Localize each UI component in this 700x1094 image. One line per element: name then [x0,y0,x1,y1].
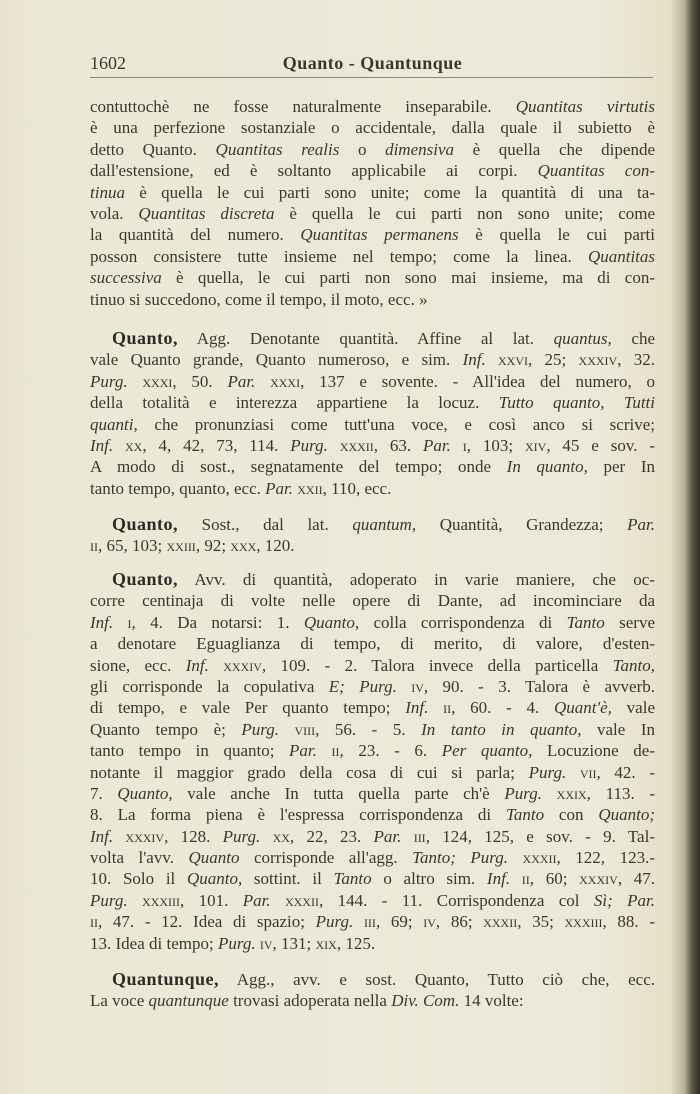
text-line [90,96,655,117]
roman-numeral: xxxi [127,371,173,391]
italic-run: Tutto quanto, Tutti [498,393,656,413]
text-run: 14 volte: [459,991,524,1011]
text-line [90,569,655,590]
text-run: , 56. - 5. [315,719,422,739]
italic-run: Sì; Par. [593,890,656,910]
text-run: di tempo, e vale Per quanto tempo; [90,698,406,718]
text-run: che [611,329,656,348]
text-run: sione, ecc. [90,655,186,675]
text-line [90,911,655,932]
italic-run: Per quanto, [441,741,533,761]
italic-run: Inf. [486,869,511,889]
text-run: , 45 e sov. - [546,435,655,455]
text-run: 8. La forma piena è l'espressa corrispondenza di [90,805,506,825]
text-line [90,804,655,825]
italic-run: quantunque [148,991,229,1011]
text-line [90,890,655,911]
text-run: , 90. - 3. Talora è avverb. [423,676,655,696]
italic-run: Quanto, [186,869,243,889]
italic-run: Inf. [405,698,429,718]
text-run: dall'estensione, ed è soltanto applicabile ai corpi. [90,161,538,181]
text-line [90,160,655,181]
text-run: tanto tempo in quanto; [90,741,290,761]
text-run: La voce [90,991,149,1011]
text-line [90,990,655,1011]
roman-numeral: xxii [293,478,323,498]
italic-run: Par. [227,371,256,391]
text-run: , 60. - 4. [451,698,554,718]
italic-run: Quant'è, [554,698,612,718]
italic-run: Quanto; [598,805,655,825]
italic-run: Purg. [504,783,543,803]
text-line [90,328,655,349]
roman-numeral: xxxiv [113,826,165,846]
text-run: Sost., dal lat. [178,515,353,534]
italic-run: Inf. [90,612,114,632]
text-run: a denotare Eguaglianza di tempo, di merito, di valore, d'esten- [90,634,655,654]
text-line [90,349,655,370]
italic-run: Par. [423,435,451,455]
text-run: , 92; [195,536,231,556]
text-run: Quantità, Grandezza; [416,515,628,534]
italic-run: Par. [289,741,317,761]
italic-run: E; Purg. [328,676,397,696]
text-run: , 109. - 2. Talora invece della particella [261,655,613,675]
italic-run: Purg. [241,719,279,739]
italic-run: Tanto; Purg. [412,848,509,868]
roman-numeral: iv [255,933,273,953]
text-line [90,826,655,847]
italic-run: Div. Com. [391,991,460,1011]
roman-numeral: xxxii [483,912,518,932]
paragraph-quantitas-continuation [90,96,655,310]
text-line [90,246,655,267]
text-run: 7. [90,783,118,803]
text-line [90,535,655,556]
text-run: , 23. - 6. [339,741,442,761]
header-rule [90,77,653,78]
italic-run: Quanto, [303,612,360,632]
italic-run: Quantitas con- [537,161,655,181]
roman-numeral: i [113,612,132,632]
roman-numeral: ii [428,698,452,718]
text-run: , 110, ecc. [322,478,392,498]
text-run: vale anche In tutta quella parte ch'è [172,783,505,803]
text-run: è quella che dipende [454,139,655,159]
text-run: sottint. il [242,869,334,889]
italic-run: Par. [265,478,294,498]
text-run: Locuzione de- [532,741,655,761]
text-run: , 125. [336,933,376,953]
roman-numeral: xxxiv [579,869,618,889]
text-run: notante il maggior grado della cosa di cui si parla; [90,762,529,782]
italic-run: Quanto, [117,783,173,803]
roman-numeral: xxxi [255,371,301,391]
text-run: vale In [581,719,656,739]
text-line [90,289,655,310]
text-line [90,612,655,633]
text-run: che pronunziasi come tutt'una voce, e così anco si scrive; [137,414,655,434]
text-run: , 69; [375,912,424,932]
running-title: Quanto - Quantunque [282,53,463,73]
roman-numeral: xxix [542,783,587,803]
entry-quanto-avv [90,569,655,954]
headword: Quanto, [112,328,179,348]
text-run: è quella le cui parti sono unite; come la quantità di una ta- [124,182,655,202]
italic-run: Quantitas [587,246,655,266]
text-run: vola. [90,203,139,223]
text-run: detto Quanto. [90,139,216,159]
headword: Quanto, [112,569,179,589]
italic-run: Par. [242,890,271,910]
text-line [90,267,655,288]
text-run: trovasi adoperata nella [228,991,392,1011]
text-run: o [339,139,386,159]
roman-numeral: xxxiii [564,912,603,932]
text-line [90,392,655,413]
text-line [90,514,655,535]
roman-numeral: xx [113,435,143,455]
text-line [90,676,655,697]
text-run: per In [587,457,655,477]
text-line [90,697,655,718]
text-run: la quantità del numero. [90,225,301,245]
roman-numeral: xxxii [327,435,374,455]
italic-run: In quanto, [506,457,588,477]
text-run: , 131; [272,933,316,953]
roman-numeral: vii [566,762,597,782]
text-run: Quanto tempo è; [90,719,242,739]
text-run: , 35; [517,912,565,932]
text-run: contuttochè ne fosse naturalmente inseparabile. [90,97,516,116]
text-line [90,969,655,990]
italic-run: Par. [373,826,402,846]
text-run: è una perfezione sostanziale o accidentale, dalla quale il subietto è [90,118,655,138]
italic-run: Inf. [90,826,114,846]
page-number: 1602 [90,53,126,73]
text-run: tanto tempo, quanto, ecc. [90,478,266,498]
text-run: con [544,805,599,825]
text-run: 13. Idea di tempo; [90,933,218,953]
text-run: 10. Solo il [90,869,187,889]
italic-run: Quanto [188,848,240,868]
italic-run: Purg. [315,912,354,932]
text-run: è quella le cui parti [458,225,655,245]
italic-run: Quantitas virtutis [515,97,655,116]
text-line [90,203,655,224]
text-run: , 42. - [596,762,655,782]
text-line [90,847,655,868]
italic-run: Inf. [462,350,486,370]
text-run: vale [611,698,655,718]
roman-numeral: xxx [230,536,257,556]
text-run: , 22, 23. [289,826,374,846]
italic-run: Par. [627,515,655,534]
text-run: è quella le cui parti non sono unite; come [274,203,656,223]
italic-run: Purg. [90,371,128,391]
roman-numeral: ii [90,912,98,932]
roman-numeral: iii [353,912,376,932]
italic-run: successiva [90,268,162,288]
text-run: , 120. [256,536,295,556]
roman-numeral: xxxiv [578,350,618,370]
text-run: della totalità e interezza appartiene la locuz. [90,393,499,413]
roman-numeral: xxiii [166,536,196,556]
text-run: serve [604,612,655,632]
text-run: , 47. [617,869,656,889]
text-line [90,478,655,499]
text-run: vale Quanto grande, Quanto numeroso, e sim. [90,350,463,370]
roman-numeral: xxxii [508,848,557,868]
text-run: , 144. - 11. Corrispondenza col [318,890,594,910]
text-run: , 32. [617,350,655,370]
italic-run: dimensiva [385,139,455,159]
text-line [90,719,655,740]
roman-numeral: xxxii [270,890,319,910]
roman-numeral: xxxiv [208,655,262,675]
text-run: tinuo si succedono, come il tempo, il moto, ecc. » [90,289,428,309]
italic-run: Quantitas discreta [138,203,275,223]
text-run: Avv. di quantità, adoperato in varie maniere, che oc- [178,570,655,589]
roman-numeral: ii [510,869,530,889]
entry-quanto-agg [90,328,655,499]
italic-run: Tanto [505,805,545,825]
roman-numeral: i [450,435,467,455]
roman-numeral: iv [396,676,424,696]
italic-run: Purg. [222,826,261,846]
text-line [90,740,655,761]
italic-run: quantus, [553,329,612,348]
roman-numeral: ii [90,536,98,556]
text-run: , 47. - 12. Idea di spazio; [98,912,316,932]
roman-numeral: ii [316,741,340,761]
roman-numeral: iii [401,826,426,846]
italic-run: quanti, [90,414,138,434]
text-run: , 65, 103; [98,536,167,556]
italic-run: Quantitas realis [215,139,340,159]
roman-numeral: xxxiii [127,890,180,910]
text-run: , 4, 42, 73, 114. [142,435,291,455]
text-line [90,633,655,654]
roman-numeral: xx [260,826,290,846]
text-line [90,414,655,435]
text-run: corre centinaja di volte nelle opere di Dante, ad incominciare da [90,591,655,611]
text-line [90,783,655,804]
text-run: Agg. Denotante quantità. Affine al lat. [178,329,554,348]
text-run: , 103; [466,435,525,455]
text-line [90,435,655,456]
italic-run: In tanto in quanto, [421,719,582,739]
text-run: , 122, 123.- [556,848,655,868]
text-run: gli corrisponde la copulativa [90,676,329,696]
roman-numeral: viii [278,719,316,739]
text-run: o altro sim. [371,869,487,889]
text-line [90,933,655,954]
text-run: posson consistere tutte insieme nel tempo; come la linea. [90,246,588,266]
entry-quanto-sost [90,514,655,557]
italic-run: Inf. [90,435,114,455]
text-line [90,868,655,889]
italic-run: quantum, [352,515,417,534]
italic-run: tinua [90,182,125,202]
roman-numeral: xxvi [485,350,528,370]
text-run: Agg., avv. e sost. Quanto, Tutto ciò che, ecc. [219,970,655,989]
text-run: A modo di sost., segnatamente del tempo; onde [90,457,507,477]
text-line [90,139,655,160]
headword: Quantunque, [112,969,220,989]
text-run: , 124, 125, e sov. - 9. Tal- [425,826,655,846]
text-line [90,371,655,392]
text-run: , 88. - [602,912,655,932]
text-line [90,224,655,245]
text-run: , 25; [527,350,579,370]
text-line [90,655,655,676]
text-run: , 63. [373,435,424,455]
text-line [90,182,655,203]
italic-run: Tanto [333,869,372,889]
text-line [90,456,655,477]
text-run: , 86; [435,912,484,932]
italic-run: Purg. [290,435,328,455]
italic-run: Purg. [90,890,128,910]
text-run: volta l'avv. [90,848,189,868]
roman-numeral: xiv [524,435,547,455]
italic-run: Quantitas permanens [300,225,459,245]
italic-run: Tanto [566,612,605,632]
text-run: , 113. - [586,783,656,803]
text-run: è quella, le cui parti non sono mai insieme, ma di con- [161,268,655,288]
italic-run: Purg. [528,762,567,782]
italic-run: Inf. [185,655,209,675]
text-run: , 128. [164,826,223,846]
entry-quantunque [90,969,655,1012]
text-run: , 4. Da notarsi: 1. [131,612,304,632]
text-run: , 60; [529,869,580,889]
headword: Quanto, [112,514,179,534]
text-line [90,590,655,611]
text-run: , 50. [172,371,228,391]
roman-numeral: iv [423,912,436,932]
italic-run: Purg. [217,933,256,953]
text-run: colla corrispondenza di [359,612,567,632]
roman-numeral: xix [315,933,337,953]
text-line [90,762,655,783]
text-run: corrisponde all'agg. [239,848,413,868]
text-run: , 101. [179,890,243,910]
running-header [90,53,655,77]
text-run: , 137 e sovente. - All'idea del numero, o [300,371,655,391]
text-line [90,117,655,138]
italic-run: Tanto, [612,655,655,675]
